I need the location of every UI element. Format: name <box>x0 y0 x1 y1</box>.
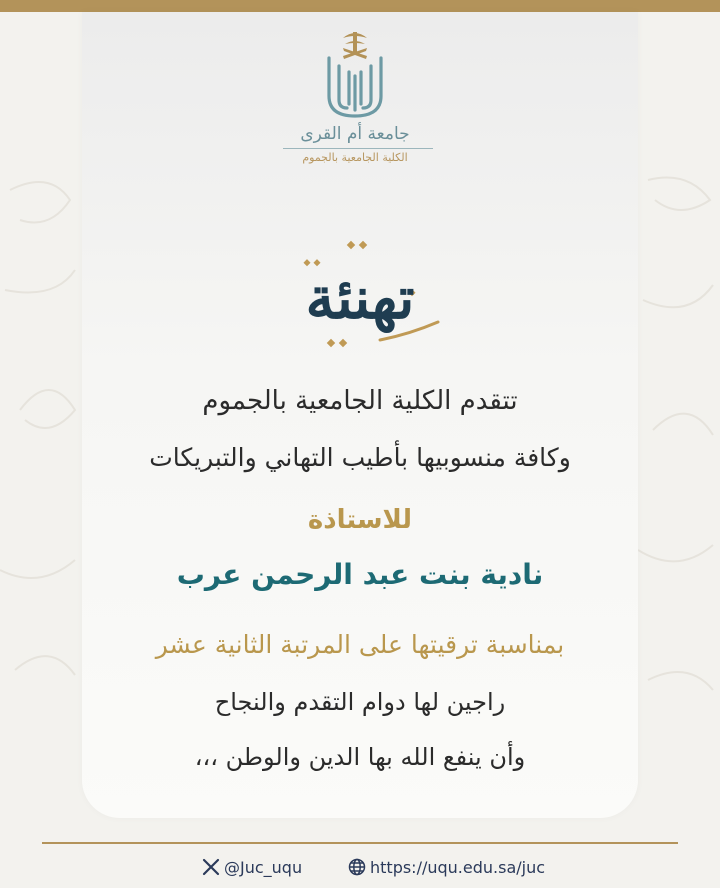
university-logo-icon <box>325 28 385 120</box>
university-name: جامعة أم القرى <box>300 124 410 144</box>
person-name: نادية بنت عبد الرحمن عرب <box>176 558 544 591</box>
background-decoration-right <box>638 150 720 750</box>
message-line-2: وكافة منسوبيها بأطيب التهاني والتبريكات <box>149 443 571 472</box>
page-title: تهنئة <box>305 264 415 332</box>
social-link[interactable] <box>202 856 302 878</box>
header-divider <box>283 148 433 149</box>
wish-line-1: راجين لها دوام التقدم والنجاح <box>214 688 506 716</box>
globe-icon <box>348 858 366 876</box>
honorific: للاستاذة <box>307 505 413 535</box>
top-accent-bar <box>0 0 720 12</box>
x-icon <box>202 858 220 876</box>
website-url: https://uqu.edu.sa/juc <box>370 857 546 877</box>
footer-divider <box>42 842 678 844</box>
background-decoration-left <box>0 150 82 750</box>
social-handle: @Juc_uqu <box>224 857 303 877</box>
college-name: الكلية الجامعية بالجموم <box>302 151 408 164</box>
wish-line-2: وأن ينفع الله بها الدين والوطن ،،، <box>194 743 526 771</box>
website-link[interactable] <box>348 856 545 878</box>
occasion-line: بمناسبة ترقيتها على المرتبة الثانية عشر <box>155 630 565 659</box>
message-line-1: تتقدم الكلية الجامعية بالجموم <box>202 386 518 416</box>
